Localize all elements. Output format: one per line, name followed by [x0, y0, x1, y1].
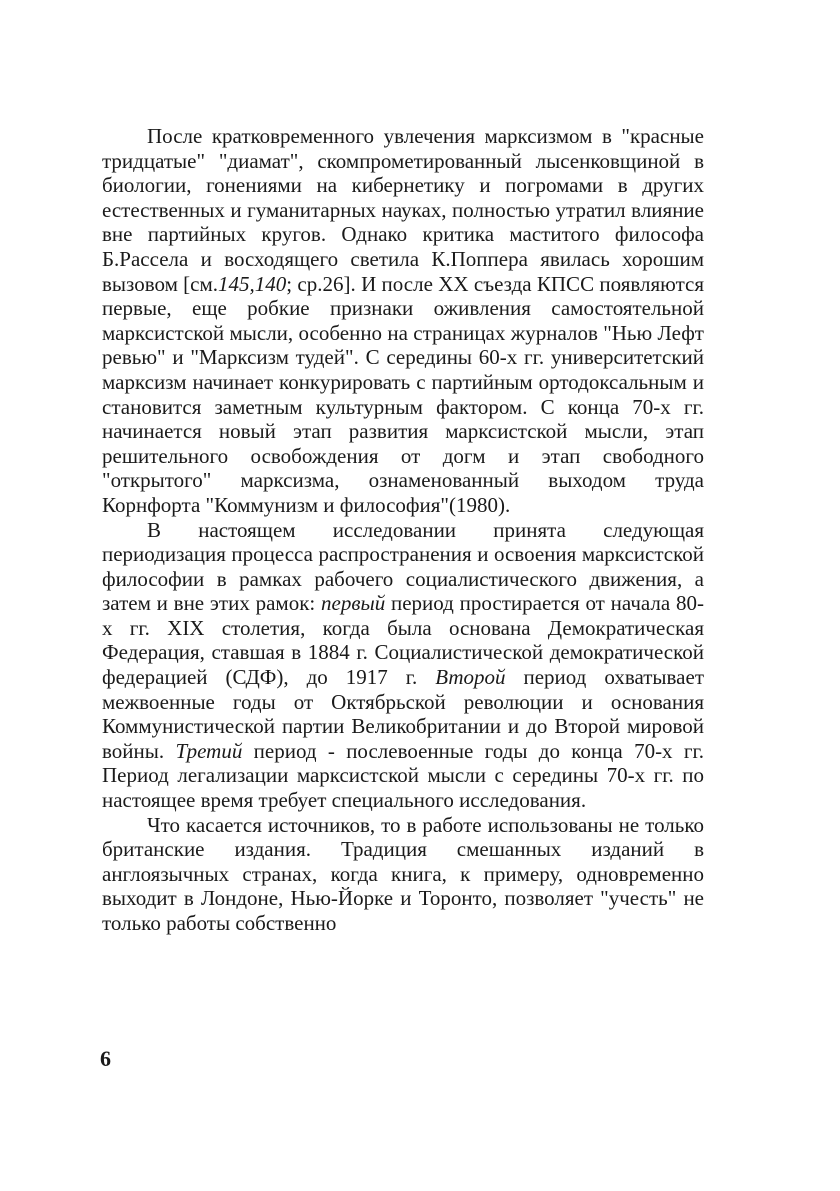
paragraph-3-text-1: Что касается источников, то в работе использованы не только британские издания. Традиция смешанных изданий в англоязычных странах, когда книга, к примеру, одновременно выходит в Лондоне, Нью-Йорке и Торонто, позволяет "учесть" не только работы собственно [102, 812, 704, 935]
paragraph-3 [102, 813, 704, 936]
paragraph-2-text-2: период простирается от начала 80-х гг. XIX столетия, когда была основана Демократическая Федерация, ставшая в 1884 г. Социалистической демократической федерацией (СДФ), до 1917 г. [102, 591, 704, 690]
body-text [102, 124, 704, 936]
page-number: 6 [100, 1046, 111, 1071]
paragraph-2-text-3: период охватывает межвоенные годы от Октябрьской революции и основания Коммунистической партии Великобритании и до Второй мировой войны. [102, 665, 704, 763]
paragraph-2-third-period-italic: Третий [175, 738, 243, 763]
paragraph-2 [102, 518, 704, 813]
paragraph-1 [102, 124, 704, 518]
paragraph-1-text-1: После кратковременного увлечения марксизмом в "красные тридцатые" "диамат", скомпрометированный лысенковщиной в биологии, гонениями на кибернетику и погромами в других естественных и гуманитарных науках, полностью утратил влияние вне партийных кругов. Однако критика маститого философа Б.Рассела и восходящего светила К.Поппера явилась хорошим вызовом [см. [102, 124, 704, 296]
paragraph-1-citation-italic: 145,140 [218, 271, 287, 296]
paragraph-2-second-period-italic: Второй [435, 665, 506, 690]
paragraph-2-first-period-italic: первый [321, 591, 386, 616]
paragraph-1-text-2: ; ср.26]. И после XX съезда КПСС появляются первые, еще робкие признаки оживления самостоятельной марксистской мысли, особенно на страницах журналов "Нью Лефт ревью" и "Марксизм тудей". С середины 60-х гг. университетский марксизм начинает конкурировать с партийным ортодоксальным и становится заметным культурным фактором. С конца 70-х гг. начинается новый этап развития марксистской мысли, этап решительного освобождения от догм и этап свободного "открытого" марксизма, ознаменованный выходом труда Корнфорта "Коммунизм и философия"(1980). [102, 271, 704, 517]
paragraph-2-text-1: В настоящем исследовании принята следующая периодизация процесса распространения и освоения марксистской философии в рамках рабочего социалистического движения, а затем и вне этих рамок: [102, 517, 704, 616]
paragraph-2-text-4: период - послевоенные годы до конца 70-х гг. Период легализации марксистской мысли с середины 70-х гг. по настоящее время требует специального исследования. [102, 738, 705, 813]
